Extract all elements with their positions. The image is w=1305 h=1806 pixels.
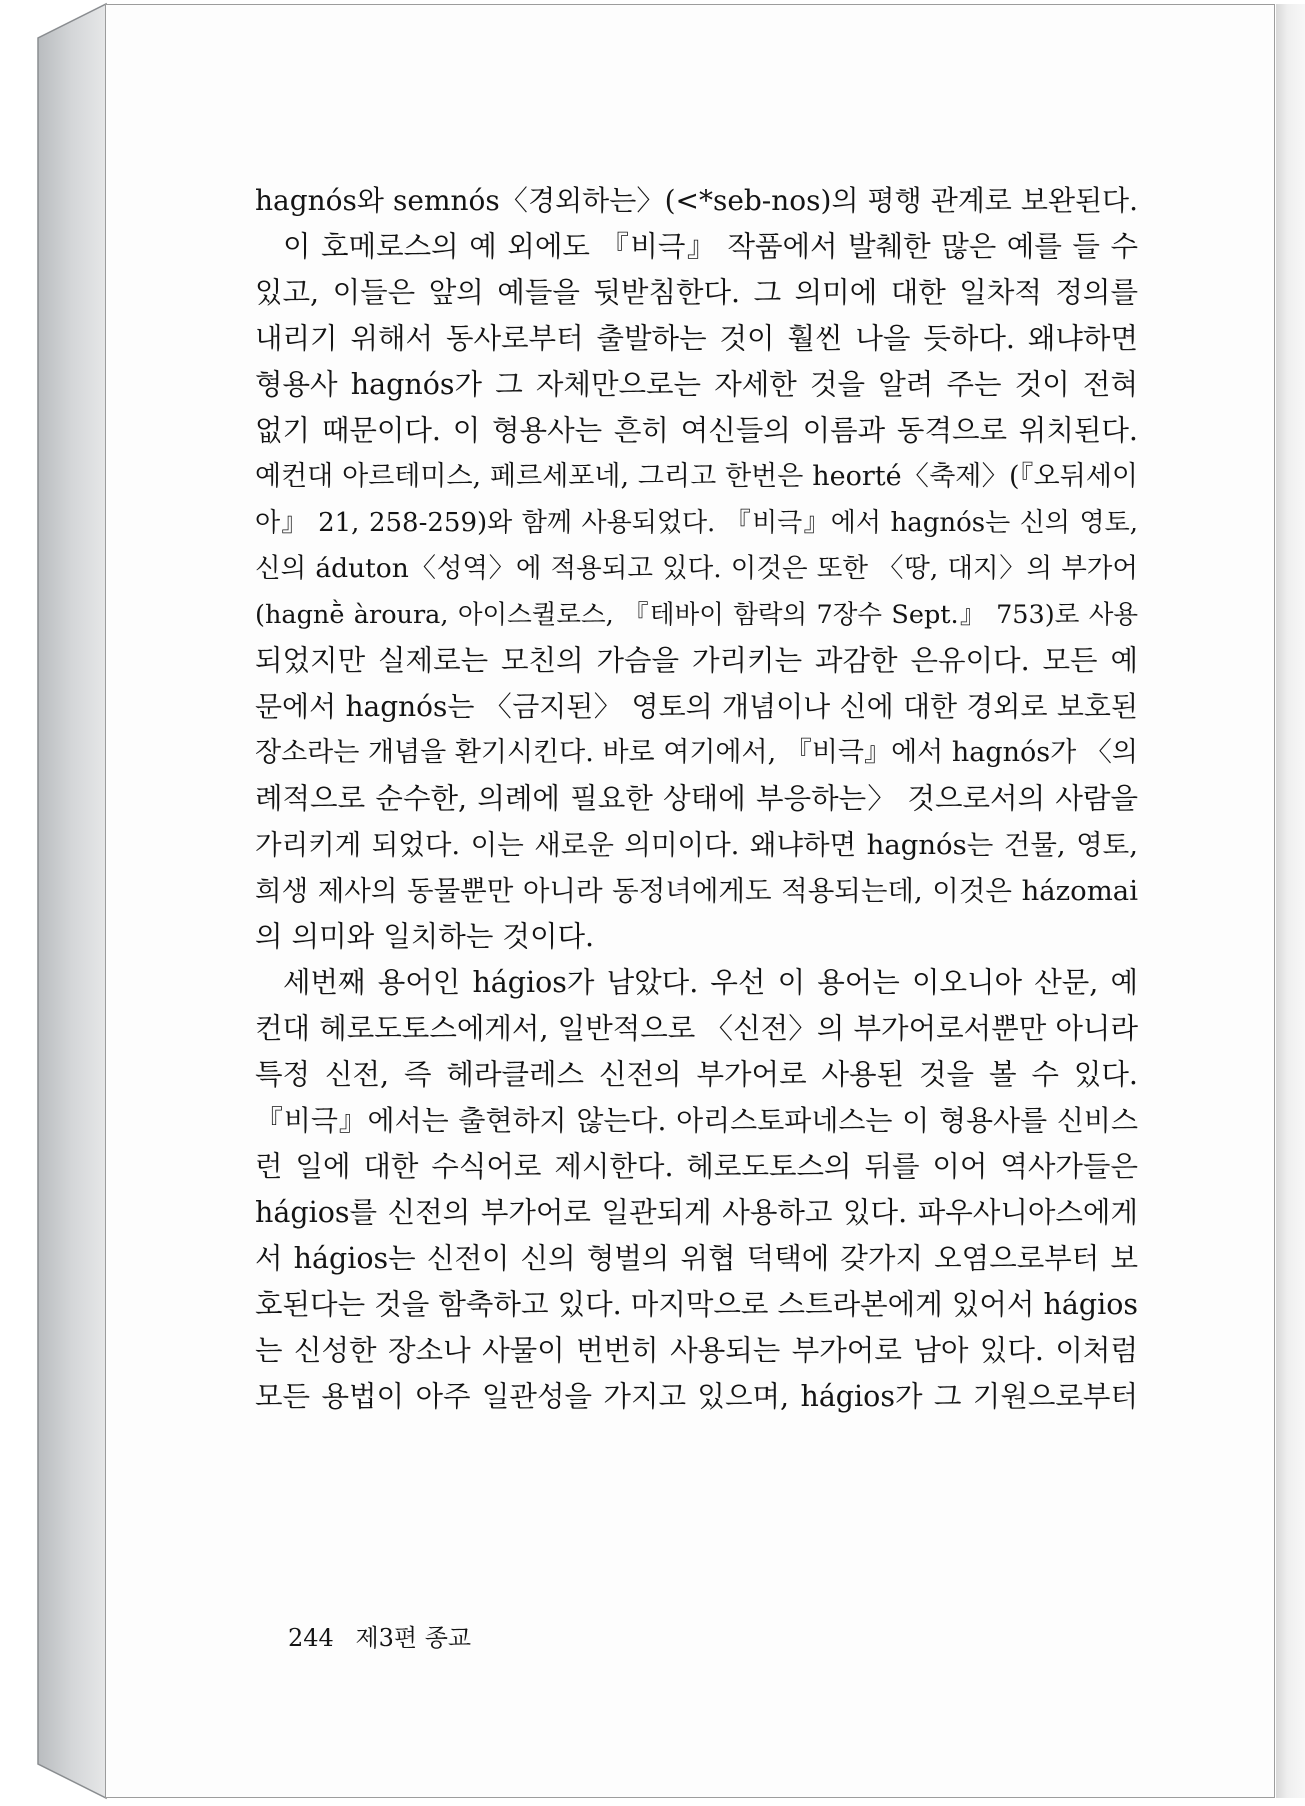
text-line: hagnós와 semnós〈경외하는〉(<*seb-nos)의 평행 관계로 보완된다. (255, 184, 1138, 217)
text-line: 되었지만 실제로는 모친의 가슴을 가리키는 과감한 은유이다. 모든 예 (255, 644, 1138, 677)
text-line: 서 hágios는 신전이 신의 형벌의 위협 덕택에 갖가지 오염으로부터 보 (255, 1242, 1138, 1275)
text-line: 례적으로 순수한, 의례에 필요한 상태에 부응하는〉 것으로서의 사람을 (255, 782, 1138, 815)
section-title: 제3편 종교 (355, 1624, 472, 1652)
text-line: 런 일에 대한 수식어로 제시한다. 헤로도토스의 뒤를 이어 역사가들은 (255, 1150, 1138, 1183)
text-line: 세번째 용어인 hágios가 남았다. 우선 이 용어는 이오니아 산문, 예 (283, 966, 1138, 999)
page-number: 244 (288, 1624, 334, 1652)
text-line: 의 의미와 일치하는 것이다. (255, 920, 595, 953)
text-line: 없기 때문이다. 이 형용사는 흔히 여신들의 이름과 동격으로 위치된다. (255, 414, 1138, 447)
text-line: 가리키게 되었다. 이는 새로운 의미이다. 왜냐하면 hagnós는 건물, 영토, (255, 829, 1138, 861)
text-line: 내리기 위해서 동사로부터 출발하는 것이 훨씬 나을 듯하다. 왜냐하면 (255, 322, 1138, 355)
text-line: 장소라는 개념을 환기시킨다. 바로 여기에서, 『비극』에서 hagnós가 〈의 (255, 737, 1138, 768)
text-line: 컨대 헤로도토스에게서, 일반적으로 〈신전〉의 부가어로서뿐만 아니라 (255, 1012, 1138, 1045)
text-line: 특정 신전, 즉 헤라클레스 신전의 부가어로 사용된 것을 볼 수 있다. (255, 1058, 1138, 1091)
page-edge-shadow (1276, 4, 1305, 1798)
text-line: 모든 용법이 아주 일관성을 가지고 있으며, hágios가 그 기원으로부터 (255, 1380, 1138, 1413)
book-edge (0, 0, 108, 1806)
text-line: hágios를 신전의 부가어로 일관되게 사용하고 있다. 파우사니아스에게 (255, 1196, 1138, 1229)
text-line: 신의 áduton〈성역〉에 적용되고 있다. 이것은 또한 〈땅, 대지〉의 부가어 (255, 553, 1138, 584)
text-line: 문에서 hagnós는 〈금지된〉 영토의 개념이나 신에 대한 경외로 보호된 (255, 690, 1138, 723)
text-line: 는 신성한 장소나 사물이 번번히 사용되는 부가어로 남아 있다. 이처럼 (255, 1334, 1138, 1367)
page-footer (288, 1618, 471, 1653)
text-line: 있고, 이들은 앞의 예들을 뒷받침한다. 그 의미에 대한 일차적 정의를 (255, 276, 1138, 309)
text-line: 호된다는 것을 함축하고 있다. 마지막으로 스트라본에게 있어서 hágios (255, 1288, 1138, 1321)
text-line: 아』 21, 258-259)와 함께 사용되었다. 『비극』에서 hagnós는 신의 영토, (255, 508, 1138, 538)
text-line: (hagnḕ àroura, 아이스퀼로스, 『테바이 함락의 7장수 Sept.』 753)로 사용 (255, 600, 1138, 630)
text-line: 형용사 hagnós가 그 자체만으로는 자세한 것을 알려 주는 것이 전혀 (255, 368, 1138, 401)
text-line: 『비극』에서는 출현하지 않는다. 아리스토파네스는 이 형용사를 신비스 (255, 1104, 1138, 1137)
body-text (255, 178, 1138, 1420)
text-line: 희생 제사의 동물뿐만 아니라 동정녀에게도 적용되는데, 이것은 házomai (255, 875, 1138, 907)
text-line: 이 호메로스의 예 외에도 『비극』 작품에서 발췌한 많은 예를 들 수 (283, 230, 1138, 263)
text-line: 예컨대 아르테미스, 페르세포네, 그리고 한번은 heorté〈축제〉(『오뒤세이 (255, 461, 1138, 492)
